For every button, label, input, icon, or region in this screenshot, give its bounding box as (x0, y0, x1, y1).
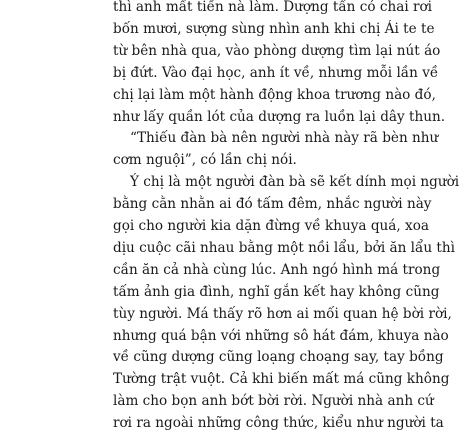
text-line: gọi cho người kia dặn đừng về khuya quá, xoa (113, 218, 429, 234)
text-line: làm cho bọn anh bớt bời rời. Người nhà anh cứ (113, 393, 434, 410)
text-line: như lấy quần lót của dượng ra luồn lại dây thun. (113, 108, 446, 125)
text-line: tùy người. Má thấy rõ hơn ai mối quan hệ bời rời, (113, 305, 452, 322)
text-line: rơi ra ngoài những công thức, kiểu như người ta (113, 415, 444, 432)
text-line: nhưng quá bận với những sô hát đám, khuya nào (113, 327, 449, 344)
text-line: về cũng dượng cũng loạng choạng say, tay bồng (113, 349, 444, 366)
text-line: bị đứt. Vào đại học, anh ít về, nhưng mỗi lần về (113, 64, 439, 81)
text-line: “Thiếu đàn bà nên người nhà này rã bèn như (130, 130, 439, 147)
text-line: cơm nguội”, có lần chị nói. (113, 152, 297, 169)
text-line: bốn mươi, sượng sùng nhìn anh khi chị Ái te te (113, 20, 435, 37)
text-line: Ý chị là một người đàn bà sẽ kết dính mọi người (130, 174, 459, 191)
text-line: cần ăn cả nhà cùng lúc. Anh ngó hình má trong (113, 261, 441, 278)
text-line: thì anh mất tiền nà làm. Dượng tấn có chai rơi (113, 0, 433, 15)
text-line: dịu cuộc cãi nhau bằng một nồi lẩu, bởi ăn lẩu thì (113, 239, 456, 256)
text-line: từ bên nhà qua, vào phòng dượng tìm lại nút áo (113, 42, 441, 59)
text-line: tấm ảnh gia đình, nghĩ gắn kết hay không cũng (113, 283, 440, 300)
text-line: bằng cằn nhằn ai đó tấm đêm, nhắc người này (113, 196, 432, 213)
text-line: Tường trật vuột. Cả khi biến mất má cũng không (113, 371, 450, 388)
text-line: chị lại làm một hành động khoa trương nào đó, (113, 86, 436, 103)
